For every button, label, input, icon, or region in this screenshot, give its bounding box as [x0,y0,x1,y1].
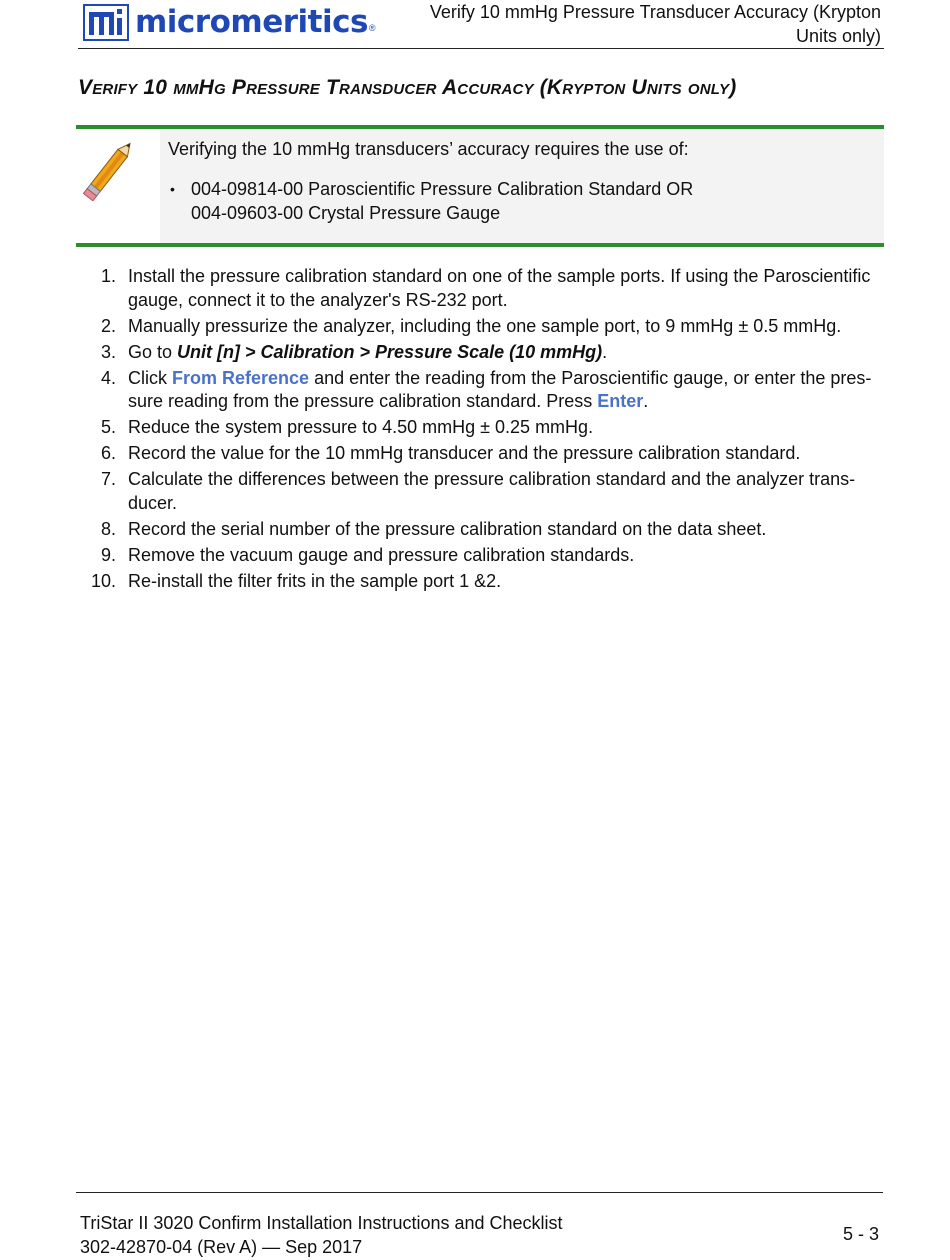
header-divider [78,48,884,49]
footer-doc-info [80,1211,563,1259]
brand-name: micromeritics [135,4,368,40]
step-text: Remove the vacuum gauge and pressure calibration standards. [128,544,635,565]
step-number: 3. [100,341,116,362]
step-number: 4. [100,367,116,388]
step-item [88,442,888,466]
step-text [128,341,888,365]
step-text [128,367,888,391]
registered-mark: ® [368,23,376,33]
step-item [88,416,888,440]
step-number: 6. [100,443,116,463]
step-number: 10. [90,570,116,591]
step-item [88,265,888,312]
header-title-line-2: Units only) [795,26,881,46]
procedure-steps [88,265,888,596]
pencil-icon [82,133,144,201]
step-text: Calculate the differences between the pressure calibration standard and the analyzer trans- [128,469,856,489]
running-header-title [401,0,881,48]
note-box [76,125,884,247]
step-number: 9. [100,544,116,565]
step-item [88,468,888,515]
step-text-prefix-2: sure reading from the pressure calibration standard. Press [128,391,598,411]
step-text-middle: and enter the reading from the Paroscientific gauge, or enter the pres- [309,367,872,388]
menu-path: Unit [n] > Calibration > Pressure Scale (10 mmHg) [177,341,603,362]
footer-divider [76,1192,883,1193]
step-item [88,367,888,414]
step-text: Manually pressurize the analyzer, including the one sample port, to 9 mmHg ± 0.5 mmHg. [128,315,842,336]
step-text: Re-install the filter frits in the sample port 1 &2. [128,570,502,591]
footer-doc-number: 302-42870-04 (Rev A) — Sep 2017 [80,1237,363,1257]
step-text-prefix: Go to [128,341,178,362]
brand-logo [83,2,376,42]
step-number: 5. [100,417,116,437]
step-text: Record the value for the 10 mmHg transducer and the pressure calibration standard. [128,443,801,463]
step-text-continued: gauge, connect it to the analyzer's RS-232 port. [128,289,508,310]
step-number: 8. [100,518,116,539]
header-title-line-1: Verify 10 mmHg Pressure Transducer Accuracy (Krypton [429,2,881,22]
step-item [88,544,888,568]
note-intro: Verifying the 10 mmHg transducers’ accuracy requires the use of: [168,139,689,159]
enter-link[interactable]: Enter [597,391,644,411]
step-text-suffix: . [602,341,608,362]
note-body [160,129,884,243]
step-text-continued [128,390,888,414]
step-text: Reduce the system pressure to 4.50 mmHg ± 0.25 mmHg. [128,417,594,437]
step-text-suffix: . [643,391,649,411]
section-heading: Verify 10 mmHg Pressure Transducer Accuracy (Krypton Units only) [78,76,737,99]
step-number: 2. [100,315,116,336]
footer-doc-title: TriStar II 3020 Confirm Installation Instructions and Checklist [80,1213,563,1233]
step-text: Record the serial number of the pressure calibration standard on the data sheet. [128,518,767,539]
step-item [88,341,888,365]
step-text: Install the pressure calibration standard on one of the sample ports. If using the Paroscientific [128,266,871,286]
page-number: 5 - 3 [842,1224,879,1244]
step-number: 1. [100,266,116,286]
step-text-continued: ducer. [128,492,178,513]
list-item [168,177,876,225]
note-item-line-2: 004-09603-00 Crystal Pressure Gauge [191,203,501,223]
step-item [88,570,888,594]
step-number: 7. [100,469,116,489]
note-item-line-1: • 004-09814-00 Paroscientific Pressure Calibration Standard OR [191,179,694,199]
from-reference-link[interactable]: From Reference [172,367,310,388]
step-item [88,315,888,339]
step-item [88,518,888,542]
step-text-prefix: Click [128,367,172,388]
micromeritics-logo-icon [83,4,129,41]
note-list [168,177,876,225]
